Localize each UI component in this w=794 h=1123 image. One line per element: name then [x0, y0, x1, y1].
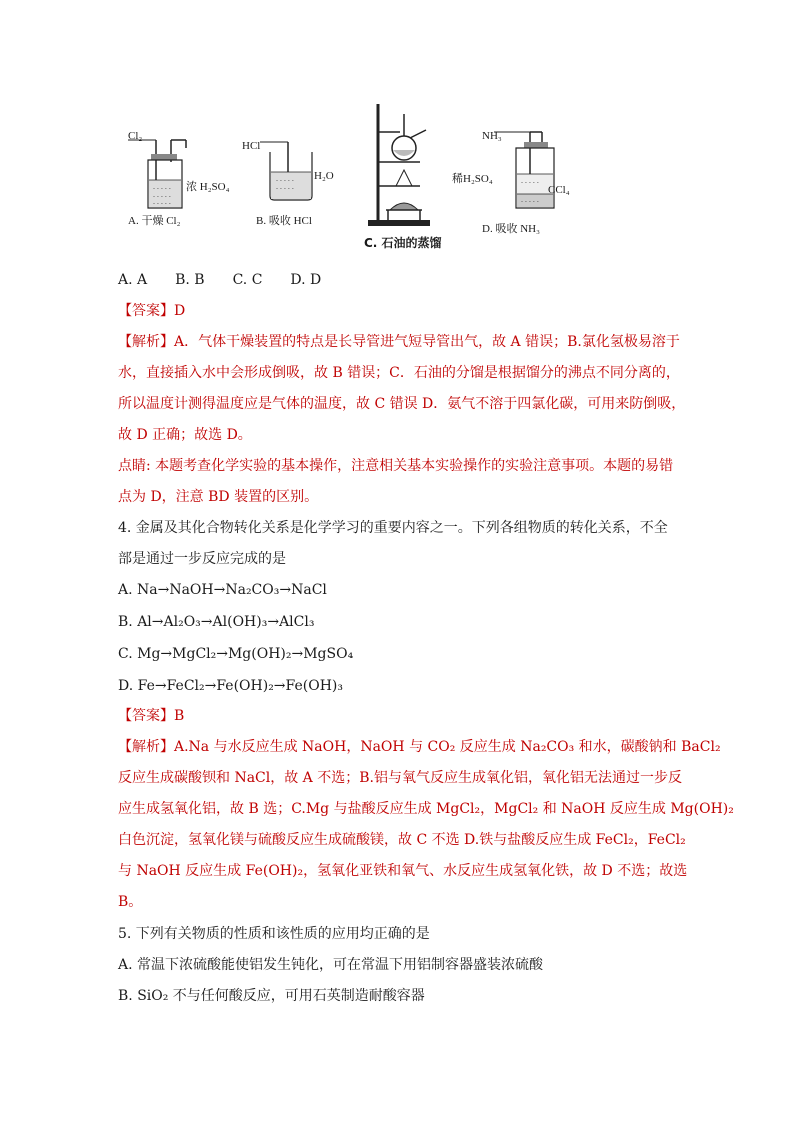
apparatus-d-caption: D. 吸收 NH₃ [482, 223, 540, 235]
q4-option-b: B. Al→Al₂O₃→Al(OH)₃→AlCl₃ [118, 614, 315, 630]
apparatus-a-caption: A. 干燥 Cl₂ [128, 215, 181, 227]
q4-analysis-line-1 [118, 737, 721, 757]
q4-analysis-line-3: 应生成氢氧化铝，故 B 选；C.Mg 与盐酸反应生成 MgCl₂，MgCl₂ 和 NaOH 反应生成 Mg(OH)₂ [118, 801, 734, 817]
q3-analysis-line-1 [118, 332, 680, 352]
q5-stem: 5. 下列有关物质的性质和该性质的应用均正确的是 [118, 926, 430, 942]
q3-options: A. A B. B C. C D. D [118, 272, 322, 288]
svg-text:- - - - -: - - - - - [276, 177, 294, 184]
q4-analysis-line-6: B。 [118, 894, 143, 910]
apparatus-d-reagent-top: 稀H₂SO₄ [452, 173, 493, 185]
q4-option-c: C. Mg→MgCl₂→Mg(OH)₂→MgSO₄ [118, 646, 354, 662]
q3-analysis-line-4: 故 D 正确；故选 D。 [118, 427, 252, 443]
q4-option-a: A. Na→NaOH→Na₂CO₃→NaCl [118, 582, 327, 598]
analysis-text: A.Na 与水反应生成 NaOH，NaOH 与 CO₂ 反应生成 Na₂CO₃ 和水，碳酸钠和 BaCl₂ [174, 739, 721, 755]
q3-answer-line [118, 301, 185, 321]
q4-analysis-line-4: 白色沉淀，氢氧化镁与硫酸反应生成硫酸镁，故 C 不选 D.铁与盐酸反应生成 FeCl₂，FeCl₂ [118, 832, 686, 848]
analysis-text: A．气体干燥装置的特点是长导管进气短导管出气，故 A 错误；B.氯化氢极易溶于 [174, 334, 680, 350]
svg-text:- - - - -: - - - - - [521, 179, 539, 186]
apparatus-c-caption: C. 石油的蒸馏 [364, 236, 442, 250]
apparatus-d-gas: NH₃ [482, 130, 502, 142]
analysis-tag: 【解析】 [118, 334, 174, 350]
q3-analysis-line-3: 所以温度计测得温度应是气体的温度，故 C 错误 D．氨气不溶于四氯化碳，可用来防倒吸， [118, 396, 686, 412]
q4-analysis-line-5: 与 NaOH 反应生成 Fe(OH)₂，氢氧化亚铁和氧气、水反应生成氢氧化铁，故 D 不选；故选 [118, 863, 688, 879]
q4-option-d: D. Fe→FeCl₂→Fe(OH)₂→Fe(OH)₃ [118, 678, 343, 694]
answer-tag: 【答案】 [118, 708, 174, 724]
q3-comment-line-2: 点为 D，注意 BD 装置的区别。 [118, 489, 319, 505]
svg-text:- - - - -: - - - - - [521, 198, 539, 205]
svg-text:- - - - -: - - - - - [153, 200, 171, 207]
svg-text:- - - - -: - - - - - [276, 185, 294, 192]
q4-answer-line [118, 706, 184, 726]
svg-text:- - - - -: - - - - - [153, 193, 171, 200]
q4-analysis-line-2: 反应生成碳酸钡和 NaCl，故 A 不选；B.铝与氧气反应生成氧化铝，氧化铝无法通过一步反 [118, 770, 682, 786]
answer-value: B [174, 708, 185, 724]
apparatus-c-drawing [364, 100, 434, 228]
apparatus-figure [118, 100, 678, 260]
q5-option-b: B. SiO₂ 不与任何酸反应，可用石英制造耐酸容器 [118, 988, 425, 1004]
apparatus-b-gas: HCl [242, 140, 261, 152]
apparatus-d-reagent-bottom: CCl₄ [548, 184, 570, 196]
apparatus-a-reagent: 浓 H₂SO₄ [186, 181, 230, 193]
apparatus-b-reagent: H₂O [314, 170, 334, 182]
q4-stem-line-1: 4. 金属及其化合物转化关系是化学学习的重要内容之一。下列各组物质的转化关系，不全 [118, 520, 668, 536]
q5-option-a: A. 常温下浓硫酸能使铝发生钝化，可在常温下用铝制容器盛装浓硫酸 [118, 957, 544, 973]
svg-text:- - - - -: - - - - - [153, 185, 171, 192]
apparatus-a-gas: Cl₂ [128, 130, 143, 142]
apparatus-b-caption: B. 吸收 HCl [256, 215, 312, 227]
q3-comment-line-1: 点睛: 本题考查化学实验的基本操作，注意相关基本实验操作的实验注意事项。本题的易错 [118, 458, 674, 474]
answer-value: D [174, 303, 186, 319]
apparatus-d-drawing [490, 128, 570, 212]
answer-tag: 【答案】 [118, 303, 174, 319]
q4-stem-line-2: 部是通过一步反应完成的是 [118, 551, 286, 567]
q3-analysis-line-2: 水，直接插入水中会形成倒吸，故 B 错误；C．石油的分馏是根据馏分的沸点不同分离的， [118, 365, 680, 381]
apparatus-a-drawing [126, 132, 196, 212]
analysis-tag: 【解析】 [118, 739, 174, 755]
